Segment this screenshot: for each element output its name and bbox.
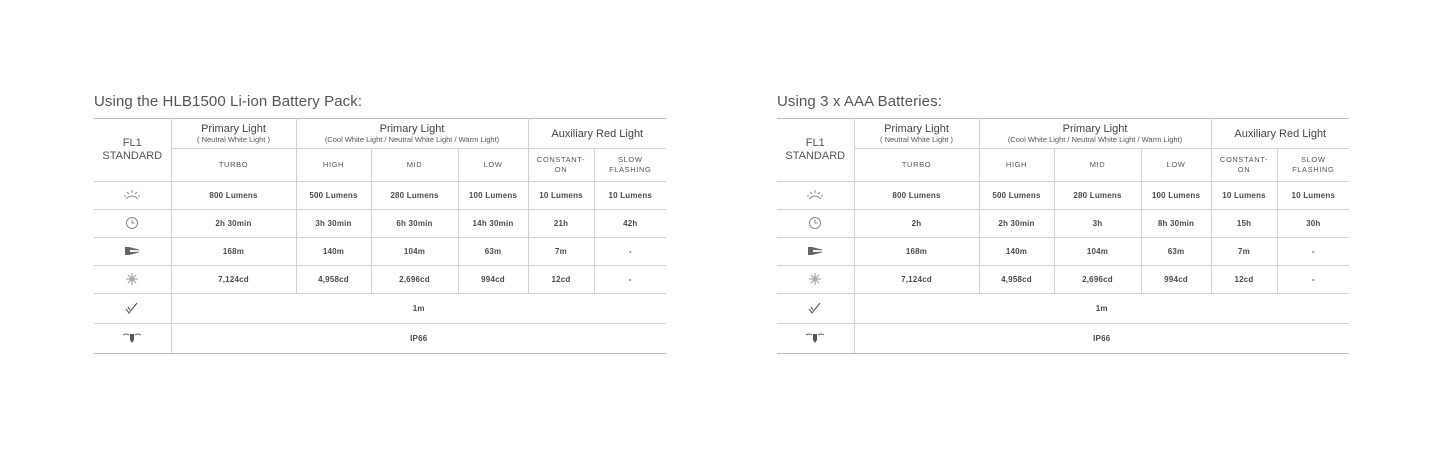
table-row xyxy=(94,238,666,266)
group-sub-label: ( Neutral White Light ) xyxy=(197,135,270,144)
standard-label: STANDARD xyxy=(102,150,163,162)
table-cell: 7,124cd xyxy=(854,266,979,294)
table-cell: 500 Lumens xyxy=(979,182,1054,210)
table-cell: 280 Lumens xyxy=(371,182,458,210)
table-cell: 3h 30min xyxy=(296,210,371,238)
table-row xyxy=(777,266,1349,294)
table-row xyxy=(94,266,666,294)
table-row xyxy=(777,182,1349,210)
table-cell: 42h xyxy=(594,210,666,238)
table-cell: 104m xyxy=(1054,238,1141,266)
table-cell: 104m xyxy=(371,238,458,266)
mode-header: SLOW FLASHING xyxy=(594,149,666,182)
table-cell: 14h 30min xyxy=(458,210,528,238)
table-cell: 21h xyxy=(528,210,594,238)
group-main-label: Primary Light xyxy=(884,123,949,135)
intensity-icon xyxy=(777,266,854,294)
table-cell: 168m xyxy=(171,238,296,266)
mode-header: SLOW FLASHING xyxy=(1277,149,1349,182)
fl1-label: FL1 xyxy=(805,137,825,149)
table-row xyxy=(94,324,666,354)
mode-header: TURBO xyxy=(854,149,979,182)
table-cell: 30h xyxy=(1277,210,1349,238)
table-cell: - xyxy=(594,266,666,294)
light-output-icon xyxy=(777,182,854,210)
primary-light-multi-group-header xyxy=(979,119,1211,149)
table-cell: 12cd xyxy=(1211,266,1277,294)
spec-panel-aaa xyxy=(777,92,1349,354)
table-cell: 4,958cd xyxy=(979,266,1054,294)
mode-header: HIGH xyxy=(979,149,1054,182)
spec-table xyxy=(94,118,666,354)
table-cell: 63m xyxy=(1141,238,1211,266)
table-cell: 8h 30min xyxy=(1141,210,1211,238)
table-cell: 2h xyxy=(854,210,979,238)
panel-title: Using 3 x AAA Batteries: xyxy=(777,93,942,110)
table-cell: 500 Lumens xyxy=(296,182,371,210)
table-cell: 140m xyxy=(296,238,371,266)
auxiliary-red-light-header: Auxiliary Red Light xyxy=(528,119,666,149)
table-cell: 4,958cd xyxy=(296,266,371,294)
fl1-standard-header xyxy=(94,119,171,182)
table-row xyxy=(777,294,1349,324)
beam-distance-icon xyxy=(94,238,171,266)
table-cell: 994cd xyxy=(1141,266,1211,294)
primary-light-group-header xyxy=(171,119,296,149)
auxiliary-red-light-header: Auxiliary Red Light xyxy=(1211,119,1349,149)
table-cell: - xyxy=(594,238,666,266)
water-resistance-value: IP66 xyxy=(171,324,666,354)
table-cell: 2,696cd xyxy=(371,266,458,294)
impact-resistance-icon xyxy=(777,294,854,324)
mode-header: LOW xyxy=(1141,149,1211,182)
table-row xyxy=(777,324,1349,354)
impact-resistance-value: 1m xyxy=(171,294,666,324)
table-cell: 10 Lumens xyxy=(1277,182,1349,210)
table-cell: 280 Lumens xyxy=(1054,182,1141,210)
table-cell: 10 Lumens xyxy=(594,182,666,210)
table-row xyxy=(94,210,666,238)
mode-header: MID xyxy=(1054,149,1141,182)
table-row xyxy=(94,294,666,324)
group-sub-label: ( Neutral White Light ) xyxy=(880,135,953,144)
table-cell: 994cd xyxy=(458,266,528,294)
table-cell: 63m xyxy=(458,238,528,266)
table-cell: 7m xyxy=(528,238,594,266)
mode-header: MID xyxy=(371,149,458,182)
primary-light-group-header xyxy=(854,119,979,149)
table-cell: 6h 30min xyxy=(371,210,458,238)
table-cell: 2h 30min xyxy=(979,210,1054,238)
group-main-label: Primary Light xyxy=(201,123,266,135)
table-row xyxy=(777,238,1349,266)
standard-label: STANDARD xyxy=(785,150,846,162)
spec-table xyxy=(777,118,1349,354)
table-cell: 2h 30min xyxy=(171,210,296,238)
mode-header: HIGH xyxy=(296,149,371,182)
mode-header: CONSTANT- ON xyxy=(528,149,594,182)
table-cell: 15h xyxy=(1211,210,1277,238)
table-cell: 12cd xyxy=(528,266,594,294)
water-resistance-value: IP66 xyxy=(854,324,1349,354)
group-main-label: Primary Light xyxy=(1062,123,1128,135)
table-cell: 800 Lumens xyxy=(171,182,296,210)
runtime-icon xyxy=(777,210,854,238)
table-cell: 140m xyxy=(979,238,1054,266)
intensity-icon xyxy=(94,266,171,294)
impact-resistance-icon xyxy=(94,294,171,324)
table-cell: 800 Lumens xyxy=(854,182,979,210)
table-cell: 100 Lumens xyxy=(458,182,528,210)
table-cell: 10 Lumens xyxy=(528,182,594,210)
mode-header: LOW xyxy=(458,149,528,182)
fl1-label: FL1 xyxy=(122,137,142,149)
primary-light-multi-group-header xyxy=(296,119,528,149)
mode-header: CONSTANT- ON xyxy=(1211,149,1277,182)
table-cell: 3h xyxy=(1054,210,1141,238)
table-cell: 168m xyxy=(854,238,979,266)
panel-title: Using the HLB1500 Li-ion Battery Pack: xyxy=(94,93,363,110)
water-resistance-icon xyxy=(777,324,854,354)
table-cell: 7m xyxy=(1211,238,1277,266)
impact-resistance-value: 1m xyxy=(854,294,1349,324)
table-row xyxy=(777,210,1349,238)
light-output-icon xyxy=(94,182,171,210)
table-row xyxy=(94,182,666,210)
spec-panel-hlb1500 xyxy=(94,92,666,354)
runtime-icon xyxy=(94,210,171,238)
table-cell: 7,124cd xyxy=(171,266,296,294)
table-cell: 2,696cd xyxy=(1054,266,1141,294)
table-cell: - xyxy=(1277,238,1349,266)
beam-distance-icon xyxy=(777,238,854,266)
table-cell: 100 Lumens xyxy=(1141,182,1211,210)
mode-header: TURBO xyxy=(171,149,296,182)
group-sub-label: (Cool White Light / Neutral White Light / Warm Light) xyxy=(1007,135,1183,144)
water-resistance-icon xyxy=(94,324,171,354)
table-cell: - xyxy=(1277,266,1349,294)
table-cell: 10 Lumens xyxy=(1211,182,1277,210)
fl1-standard-header xyxy=(777,119,854,182)
group-main-label: Primary Light xyxy=(379,123,445,135)
group-sub-label: (Cool White Light / Neutral White Light / Warm Light) xyxy=(324,135,500,144)
